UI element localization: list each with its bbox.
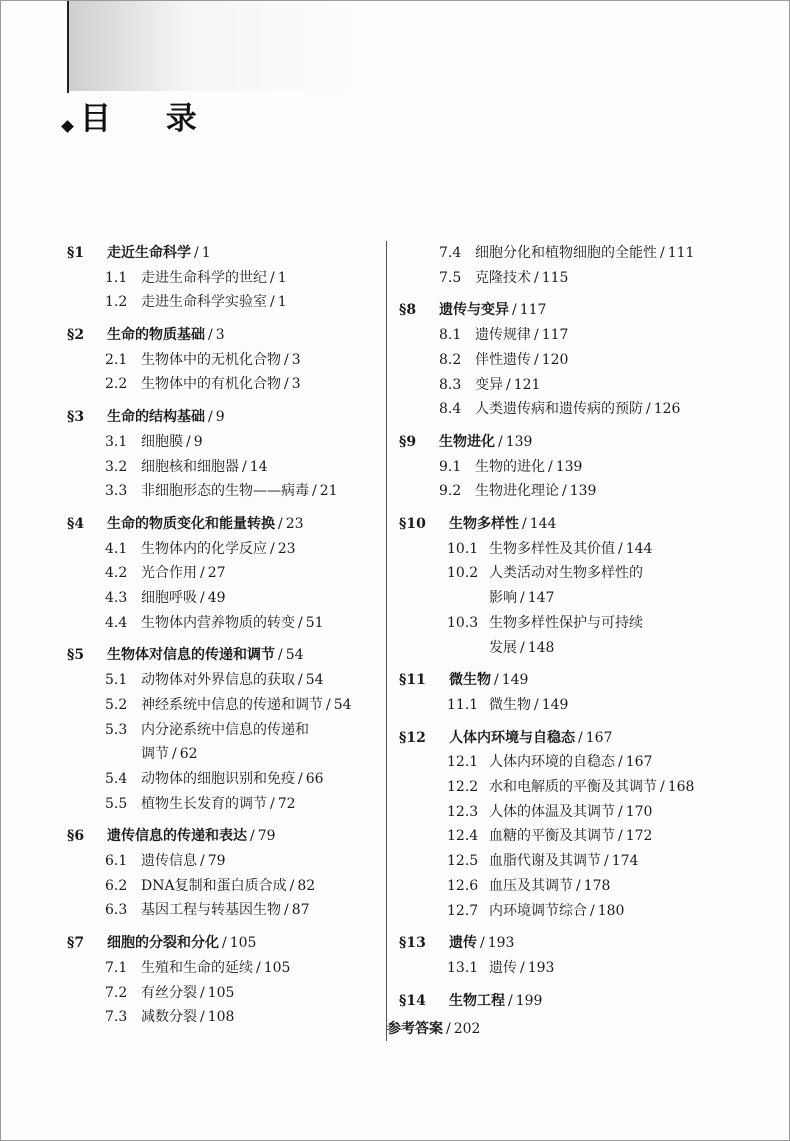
toc-section-entry[interactable]: [67, 430, 387, 455]
chapter-page: 3: [215, 327, 225, 344]
chapter-page: 1: [201, 245, 211, 261]
section-page: 9: [193, 433, 203, 450]
toc-section-entry[interactable]: [399, 849, 719, 874]
section-number: 5.4: [105, 770, 128, 787]
section-number: 6.2: [105, 877, 128, 894]
chapter-title: 遗传信息的传递和表达: [107, 828, 247, 845]
section-title: 血压及其调节: [489, 877, 573, 894]
section-page: 79: [207, 853, 226, 870]
section-title: 伴性遗传: [475, 351, 531, 368]
section-page: 54: [333, 696, 352, 713]
page-separator: /: [522, 516, 527, 532]
page-separator: /: [618, 803, 623, 820]
chapter-title: 生物进化: [439, 433, 495, 450]
toc-chapter-entry[interactable]: [67, 512, 387, 537]
toc-section-entry[interactable]: [67, 586, 387, 611]
section-title: 生物进化理论: [475, 483, 559, 500]
section-title-continued: [447, 586, 719, 611]
toc-chapter-entry[interactable]: [399, 668, 719, 693]
title-block: [63, 93, 219, 138]
section-title: 人体的体温及其调节: [489, 803, 615, 820]
toc-section-entry[interactable]: [399, 874, 719, 899]
page-separator: /: [194, 245, 199, 261]
section-title: 生物多样性保护与可持续: [489, 614, 643, 631]
chapter-number: §6: [67, 828, 85, 845]
section-title: 光合作用: [141, 565, 197, 582]
diamond-bullet-icon: [61, 120, 74, 133]
page-separator: /: [618, 754, 623, 771]
section-title: 神经系统中信息的传递和调节: [141, 696, 323, 713]
page-separator: /: [270, 294, 275, 311]
section-number: 1.1: [105, 269, 128, 286]
section-page: 147: [527, 590, 555, 607]
chapter-title: 微生物: [449, 672, 491, 689]
section-page: 108: [207, 1009, 235, 1026]
toc-section-entry[interactable]: [399, 956, 719, 981]
answers-page: 202: [453, 1021, 481, 1038]
section-page: 49: [207, 590, 226, 607]
page-separator: /: [289, 877, 295, 894]
chapter-page: 79: [257, 828, 276, 845]
toc-section-entry[interactable]: [399, 241, 719, 266]
section-title: 生物体中的有机化合物: [141, 376, 281, 393]
section-title: 生物多样性及其价值: [489, 540, 615, 557]
toc-chapter-entry[interactable]: [399, 931, 719, 956]
chapter-title: 遗传: [449, 935, 477, 952]
section-title: 走进生命科学实验室: [141, 294, 267, 311]
section-title-continued: [447, 636, 719, 661]
section-title: 克隆技术: [475, 269, 531, 286]
section-number: 9.1: [439, 458, 462, 475]
page-separator: /: [604, 853, 609, 870]
section-title: 走进生命科学的世纪: [141, 269, 267, 286]
toc-section-entry[interactable]: [67, 792, 387, 817]
toc-section-entry[interactable]: [67, 479, 387, 504]
section-page: 54: [305, 672, 324, 689]
chapter-title: 生物体对信息的传递和调节: [107, 647, 275, 664]
chapter-number: §5: [67, 647, 85, 664]
page-separator: /: [534, 696, 539, 713]
section-number: 5.3: [105, 721, 128, 738]
toc-chapter-entry[interactable]: [399, 512, 719, 537]
section-number: 6.1: [105, 853, 128, 870]
section-page: 72: [277, 795, 296, 812]
section-page: 21: [319, 483, 338, 500]
page-separator: /: [520, 639, 525, 656]
toc-section-entry[interactable]: [67, 693, 387, 718]
page-separator: /: [660, 778, 665, 795]
section-page: 82: [297, 877, 316, 894]
section-page: 148: [527, 639, 555, 656]
page-separator: /: [578, 729, 583, 746]
section-number: 4.2: [105, 565, 128, 582]
section-title: 遗传规律: [475, 327, 531, 344]
page-separator: /: [186, 433, 191, 450]
section-page: 168: [667, 778, 695, 795]
page-separator: /: [172, 746, 177, 763]
page-separator: /: [534, 327, 539, 344]
page-separator: /: [562, 483, 567, 500]
section-number: 10.3: [447, 614, 479, 631]
section-number: 11.1: [447, 696, 479, 713]
toc-section-entry[interactable]: [67, 767, 387, 792]
toc-chapter-entry[interactable]: [67, 931, 387, 956]
section-title-line2: 发展: [489, 639, 517, 656]
page-separator: /: [256, 959, 261, 976]
page-separator: /: [284, 376, 289, 393]
toc-section-entry[interactable]: [67, 537, 387, 562]
toc-left-column: [67, 241, 387, 1030]
section-page: 105: [263, 959, 291, 976]
chapter-page: 144: [529, 516, 557, 532]
answers-entry[interactable]: [387, 1017, 719, 1042]
section-page: 14: [249, 458, 268, 475]
toc-chapter-entry[interactable]: [399, 298, 719, 323]
page-separator: /: [576, 877, 581, 894]
page-separator: /: [200, 565, 205, 582]
section-title: 微生物: [489, 696, 531, 713]
chapter-page: 9: [215, 409, 225, 426]
section-title: 血脂代谢及其调节: [489, 853, 601, 870]
section-page: 180: [597, 902, 625, 919]
section-number: 7.1: [105, 959, 128, 976]
toc-chapter-entry[interactable]: [67, 643, 387, 668]
section-title: 内分泌系统中信息的传递和: [141, 721, 309, 738]
section-number: 5.2: [105, 696, 128, 713]
page-separator: /: [498, 433, 503, 450]
toc-section-entry[interactable]: [399, 693, 719, 718]
page-separator: /: [534, 269, 539, 286]
toc-section-entry[interactable]: [67, 1005, 387, 1030]
chapter-number: §3: [67, 409, 85, 426]
section-title: 血糖的平衡及其调节: [489, 828, 615, 845]
chapter-number: §7: [67, 935, 85, 952]
toc-section-entry[interactable]: [67, 874, 387, 899]
section-page: 139: [555, 458, 583, 475]
page-separator: /: [270, 269, 275, 286]
section-number: 12.1: [447, 754, 479, 771]
section-title: 植物生长发育的调节: [141, 795, 267, 812]
toc-section-entry[interactable]: [399, 323, 719, 348]
section-number: 12.4: [447, 828, 479, 845]
toc-section-entry[interactable]: [399, 899, 719, 924]
section-number: 5.5: [105, 795, 128, 812]
section-number: 10.2: [447, 565, 479, 582]
page-separator: /: [618, 828, 623, 845]
toc-chapter-entry[interactable]: [399, 430, 719, 455]
chapter-number: §1: [67, 245, 85, 261]
chapter-number: §9: [399, 433, 417, 450]
section-number: 6.3: [105, 902, 128, 919]
page-separator: /: [200, 1009, 205, 1026]
page-separator: /: [200, 853, 205, 870]
page-separator: /: [208, 409, 213, 426]
page-separator: /: [512, 302, 517, 319]
section-number: 8.2: [439, 351, 462, 368]
toc-chapter-entry[interactable]: [399, 726, 719, 751]
chapter-number: §12: [399, 729, 426, 746]
section-title: 生物体内的化学反应: [141, 540, 267, 557]
section-page: 193: [527, 959, 555, 976]
toc-section-entry[interactable]: [399, 348, 719, 373]
toc-section-entry[interactable]: [67, 956, 387, 981]
toc-section-entry[interactable]: [399, 611, 719, 660]
chapter-number: §11: [399, 672, 426, 689]
toc-section-entry[interactable]: [67, 849, 387, 874]
page-separator: /: [660, 245, 665, 261]
toc-section-entry[interactable]: [399, 479, 719, 504]
chapter-number: §10: [399, 516, 426, 532]
section-title: 人类活动对生物多样性的: [489, 565, 643, 582]
toc-section-entry[interactable]: [67, 455, 387, 480]
chapter-page: 117: [519, 302, 547, 319]
section-page: 115: [541, 269, 569, 286]
chapter-page: 139: [505, 433, 533, 450]
section-title-line2: 调节: [141, 746, 169, 763]
toc-section-entry[interactable]: [67, 348, 387, 373]
section-title: 细胞分化和植物细胞的全能性: [475, 245, 657, 261]
toc-section-entry[interactable]: [67, 718, 387, 767]
page-separator: /: [298, 614, 303, 631]
section-page: 117: [541, 327, 569, 344]
toc-chapter-entry[interactable]: [67, 323, 387, 348]
section-title: 水和电解质的平衡及其调节: [489, 778, 657, 795]
section-number: 7.4: [439, 245, 462, 261]
chapter-number: §8: [399, 302, 417, 319]
section-number: 10.1: [447, 540, 479, 557]
chapter-title: 生物工程: [449, 992, 505, 1009]
section-number: 3.1: [105, 433, 128, 450]
section-title: 非细胞形态的生物——病毒: [141, 483, 309, 500]
section-number: 7.3: [105, 1009, 128, 1026]
section-title: 生物体内营养物质的转变: [141, 614, 295, 631]
toc-section-entry[interactable]: [67, 611, 387, 636]
page-separator: /: [508, 992, 513, 1009]
section-title: 细胞膜: [141, 433, 183, 450]
page-separator: /: [200, 590, 205, 607]
section-page: 149: [541, 696, 569, 713]
page-separator: /: [278, 515, 283, 532]
page-separator: /: [284, 902, 289, 919]
chapter-number: §4: [67, 515, 85, 532]
section-page: 170: [625, 803, 653, 820]
section-title: 内环境调节综合: [489, 902, 587, 919]
section-title: 细胞呼吸: [141, 590, 197, 607]
section-page: 111: [667, 245, 695, 261]
section-title: 人体内环境的自稳态: [489, 754, 615, 771]
section-title: 遗传信息: [141, 853, 197, 870]
section-title: 有丝分裂: [141, 984, 197, 1001]
page-title: 目 录: [80, 101, 219, 137]
chapter-page: 167: [585, 729, 613, 746]
section-title: 人类遗传病和遗传病的预防: [475, 401, 643, 418]
section-page: 23: [277, 540, 296, 557]
page-separator: /: [506, 376, 511, 393]
section-number: 4.4: [105, 614, 128, 631]
chapter-title: 遗传与变异: [439, 302, 509, 319]
page-separator: /: [480, 935, 485, 952]
page-separator: /: [298, 672, 303, 689]
page-separator: /: [646, 401, 651, 418]
section-number: 9.2: [439, 483, 462, 500]
section-page: 105: [207, 984, 235, 1001]
header-shade: [69, 1, 359, 91]
section-number: 3.2: [105, 458, 128, 475]
section-number: 8.3: [439, 376, 462, 393]
section-title: 生物的进化: [475, 458, 545, 475]
section-number: 7.5: [439, 269, 462, 286]
answers-title: 参考答案: [387, 1021, 443, 1038]
chapter-title: 生命的物质基础: [107, 327, 205, 344]
toc-section-entry[interactable]: [399, 537, 719, 562]
section-page: 51: [305, 614, 324, 631]
section-number: 4.3: [105, 590, 128, 607]
page-separator: /: [548, 458, 553, 475]
section-title: 动物体的细胞识别和免疫: [141, 770, 295, 787]
page-separator: /: [534, 351, 539, 368]
toc-chapter-entry[interactable]: [399, 989, 719, 1014]
section-page: 3: [291, 351, 301, 368]
chapter-number: §14: [399, 992, 426, 1009]
section-number: 2.2: [105, 376, 128, 393]
section-title: 变异: [475, 376, 503, 393]
section-page: 126: [653, 401, 681, 418]
section-page: 62: [179, 746, 198, 763]
section-page: 1: [277, 294, 287, 311]
page-separator: /: [520, 590, 525, 607]
page-separator: /: [250, 828, 255, 845]
chapter-title: 生命的物质变化和能量转换: [107, 515, 275, 532]
section-page: 172: [625, 828, 653, 845]
page-separator: /: [200, 984, 205, 1001]
section-page: 121: [513, 376, 541, 393]
chapter-title: 走近生命科学: [107, 245, 191, 261]
section-number: 4.1: [105, 540, 128, 557]
section-page: 178: [583, 877, 611, 894]
header-rule: [67, 1, 69, 93]
section-page: 174: [611, 853, 639, 870]
section-title: 遗传: [489, 959, 517, 976]
section-number: 3.3: [105, 483, 128, 500]
section-number: 2.1: [105, 351, 128, 368]
chapter-page: 199: [515, 992, 543, 1009]
section-number: 7.2: [105, 984, 128, 1001]
section-page: 1: [277, 269, 287, 286]
toc-section-entry[interactable]: [67, 266, 387, 291]
chapter-title: 细胞的分裂和分化: [107, 935, 219, 952]
section-number: 13.1: [447, 959, 479, 976]
section-title-line2: 影响: [489, 590, 517, 607]
chapter-title: 生命的结构基础: [107, 409, 205, 426]
page-separator: /: [270, 540, 275, 557]
toc-chapter-entry[interactable]: [67, 405, 387, 430]
page-separator: /: [520, 959, 525, 976]
page-separator: /: [270, 795, 275, 812]
chapter-number: §13: [399, 935, 426, 952]
section-title-continued: [105, 742, 387, 767]
section-number: 12.2: [447, 778, 479, 795]
section-page: 139: [569, 483, 597, 500]
toc-section-entry[interactable]: [399, 750, 719, 775]
toc-section-entry[interactable]: [67, 898, 387, 923]
chapter-page: 193: [487, 935, 515, 952]
toc-section-entry[interactable]: [399, 561, 719, 610]
page-separator: /: [278, 647, 283, 664]
section-number: 8.4: [439, 401, 462, 418]
chapter-title: 生物多样性: [449, 516, 519, 532]
section-page: 27: [207, 565, 226, 582]
toc-section-entry[interactable]: [67, 981, 387, 1006]
page-separator: /: [298, 770, 303, 787]
section-number: 12.5: [447, 853, 479, 870]
page-separator: /: [242, 458, 247, 475]
section-title: DNA复制和蛋白质合成: [141, 877, 287, 894]
toc-right-column: [387, 241, 719, 1042]
toc-chapter-entry[interactable]: [67, 241, 387, 266]
section-page: 66: [305, 770, 324, 787]
section-title: 生殖和生命的延续: [141, 959, 253, 976]
toc-section-entry[interactable]: [67, 668, 387, 693]
section-number: 12.6: [447, 877, 479, 894]
page-separator: /: [446, 1021, 451, 1038]
toc-section-entry[interactable]: [67, 372, 387, 397]
section-page: 3: [291, 376, 301, 393]
section-title: 基因工程与转基因生物: [141, 902, 281, 919]
toc-section-entry[interactable]: [399, 397, 719, 422]
page-separator: /: [326, 696, 331, 713]
section-page: 144: [625, 540, 653, 557]
section-number: 12.3: [447, 803, 479, 820]
section-number: 8.1: [439, 327, 462, 344]
page-separator: /: [208, 327, 213, 344]
section-page: 120: [541, 351, 569, 368]
toc-section-entry[interactable]: [67, 561, 387, 586]
chapter-page: 149: [501, 672, 529, 689]
page-separator: /: [494, 672, 499, 689]
page-separator: /: [284, 351, 289, 368]
toc-section-entry[interactable]: [399, 775, 719, 800]
toc-section-entry[interactable]: [399, 824, 719, 849]
section-title: 减数分裂: [141, 1009, 197, 1026]
toc-section-entry[interactable]: [399, 373, 719, 398]
page-separator: /: [618, 540, 623, 557]
section-title: 细胞核和细胞器: [141, 458, 239, 475]
section-title: 生物体中的无机化合物: [141, 351, 281, 368]
toc-chapter-entry[interactable]: [67, 824, 387, 849]
section-number: 1.2: [105, 294, 128, 311]
section-page: 167: [625, 754, 653, 771]
toc-section-entry[interactable]: [399, 800, 719, 825]
chapter-page: 23: [285, 515, 304, 532]
page-separator: /: [222, 935, 227, 952]
chapter-title: 人体内环境与自稳态: [449, 729, 575, 746]
chapter-page: 105: [229, 935, 257, 952]
section-number: 5.1: [105, 672, 128, 689]
toc-section-entry[interactable]: [67, 290, 387, 315]
section-number: 12.7: [447, 902, 479, 919]
page-separator: /: [590, 902, 595, 919]
section-title: 动物体对外界信息的获取: [141, 672, 295, 689]
chapter-page: 54: [285, 647, 304, 664]
toc-section-entry[interactable]: [399, 455, 719, 480]
chapter-number: §2: [67, 327, 85, 344]
toc-section-entry[interactable]: [399, 266, 719, 291]
section-page: 87: [291, 902, 310, 919]
page-separator: /: [312, 483, 317, 500]
